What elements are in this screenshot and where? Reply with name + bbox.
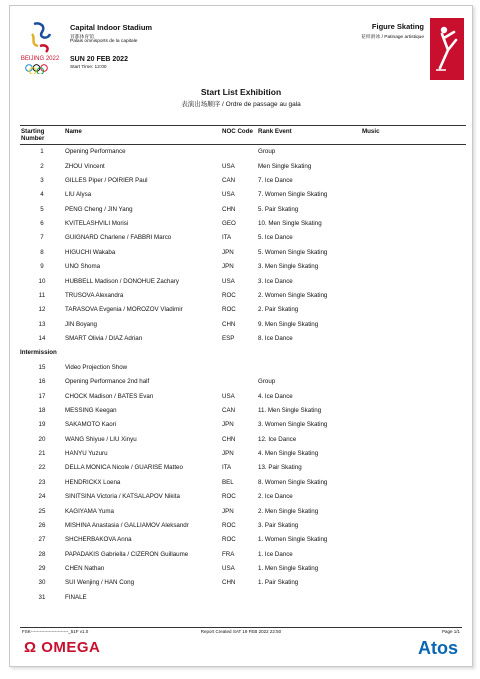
music-cell	[361, 332, 466, 346]
noc-code-cell: GEO	[222, 220, 236, 228]
music-cell	[361, 217, 466, 231]
noc-code-cell	[221, 375, 257, 389]
music-cell	[361, 274, 466, 288]
omega-wordmark: OMEGA	[41, 639, 101, 656]
starting-number-cell: 16	[38, 378, 46, 386]
rank-event-cell: 1. Pair Skating	[258, 579, 299, 587]
games-wordmark: BEIJING 2022	[20, 56, 60, 62]
rank-event-cell: Men Single Skating	[258, 162, 312, 170]
rank-event-cell: 9. Men Single Skating	[258, 320, 319, 328]
starting-number-cell: 21	[38, 450, 46, 458]
table-row	[20, 203, 466, 217]
music-cell	[361, 203, 466, 217]
name-cell: HANYU Yuzuru	[65, 450, 108, 458]
noc-code-cell: CHN	[222, 205, 236, 213]
rank-event-cell: 7. Women Single Skating	[258, 191, 328, 199]
name-cell: KAGIYAMA Yuma	[65, 507, 114, 515]
music-cell	[361, 562, 466, 576]
noc-code-cell: JPN	[222, 507, 234, 515]
omega-symbol-icon: Ω	[24, 639, 37, 656]
name-cell: LIU Alysa	[65, 191, 92, 199]
rank-event-cell	[257, 361, 361, 375]
noc-code-cell	[221, 361, 257, 375]
rank-event-cell: 5. Women Single Skating	[258, 248, 328, 256]
name-cell: TARASOVA Evgenia / MOROZOV Vladimir	[65, 306, 183, 314]
section-row	[20, 346, 466, 360]
document-title: Start List Exhibition	[200, 87, 282, 97]
music-cell	[361, 461, 466, 475]
table-row	[20, 519, 466, 533]
name-cell: JIN Boyang	[65, 320, 97, 328]
table-row	[20, 375, 466, 389]
rank-event-cell: 1. Men Single Skating	[258, 565, 319, 573]
rank-event-cell: 5. Ice Dance	[258, 234, 293, 242]
table-row	[20, 476, 466, 490]
noc-code-cell: USA	[222, 162, 235, 170]
name-cell: MISHINA Anastasia / GALLIAMOV Aleksandr	[65, 521, 189, 529]
music-cell	[361, 533, 466, 547]
music-cell	[361, 476, 466, 490]
header-name: Name	[64, 126, 221, 145]
name-cell: CHOCK Madison / BATES Evan	[65, 392, 154, 400]
document-subtitle: 表演出场顺序 / Ordre de passage au gala	[181, 101, 301, 108]
name-cell: HUBBELL Madison / DONOHUE Zachary	[65, 277, 179, 285]
music-cell	[361, 433, 466, 447]
table-row	[20, 461, 466, 475]
starting-number-cell: 14	[38, 335, 46, 343]
noc-code-cell: FRA	[222, 550, 235, 558]
name-cell: CHEN Nathan	[65, 565, 105, 573]
music-cell	[361, 145, 466, 160]
table-row	[20, 274, 466, 288]
music-cell	[361, 375, 466, 389]
beijing-2022-emblem	[20, 20, 60, 74]
atos-logo: Atos	[418, 638, 458, 658]
section-label: Intermission	[20, 349, 57, 357]
starting-number-cell: 5	[40, 205, 44, 213]
starting-number-cell: 29	[38, 565, 46, 573]
rank-event-cell: 11. Men Single Skating	[258, 406, 322, 414]
starting-number-cell: 28	[38, 550, 46, 558]
starting-number-cell: 23	[38, 478, 46, 486]
rank-event-cell: 3. Ice Dance	[258, 277, 293, 285]
noc-code-cell: ROC	[222, 536, 236, 544]
starting-number-cell: 3	[40, 176, 44, 184]
starting-number-cell: 18	[38, 406, 46, 414]
name-cell: FINALE	[65, 593, 87, 601]
table-row	[20, 418, 466, 432]
noc-code-cell: CHN	[222, 320, 236, 328]
name-cell: PAPADAKIS Gabriella / CIZERON Guillaume	[65, 550, 189, 558]
starting-number-cell: 13	[38, 320, 46, 328]
name-cell: UNO Shoma	[65, 263, 101, 271]
table-row	[20, 548, 466, 562]
rank-event-cell: 1. Women Single Skating	[258, 536, 328, 544]
header-starting-number: Starting Number	[20, 126, 64, 145]
starting-number-cell: 15	[38, 363, 46, 371]
table-row	[20, 562, 466, 576]
name-cell: HIGUCHI Wakaba	[65, 248, 116, 256]
starting-number-cell: 2	[40, 162, 44, 170]
starting-number-cell: 17	[38, 392, 46, 400]
music-cell	[361, 231, 466, 245]
table-row	[20, 318, 466, 332]
noc-code-cell: JPN	[222, 450, 234, 458]
sport-name: Figure Skating	[371, 22, 424, 31]
noc-code-cell: ROC	[222, 521, 236, 529]
start-time: Start Time: 12:00	[70, 65, 107, 70]
sport-name-translations: 花样滑冰 / Patinage artistique	[361, 35, 424, 40]
table-row	[20, 231, 466, 245]
starting-number-cell: 9	[40, 263, 44, 271]
starting-number-cell: 7	[40, 234, 44, 242]
rank-event-cell: 10. Men Single Skating	[258, 220, 322, 228]
table-row	[20, 490, 466, 504]
table-row	[20, 332, 466, 346]
name-cell: SMART Olivia / DIAZ Adrian	[65, 335, 143, 343]
starting-number-cell: 8	[40, 248, 44, 256]
table-row	[20, 404, 466, 418]
table-header-row	[20, 126, 466, 145]
rank-event-cell: 3. Pair Skating	[258, 521, 299, 529]
table-row	[20, 433, 466, 447]
rank-event-cell: 1. Ice Dance	[258, 550, 293, 558]
music-cell	[361, 174, 466, 188]
table-row	[20, 260, 466, 274]
noc-code-cell: ESP	[222, 335, 235, 343]
table-row	[20, 246, 466, 260]
starting-number-cell: 31	[38, 593, 46, 601]
noc-code-cell: ITA	[222, 234, 232, 242]
noc-code-cell: JPN	[222, 263, 234, 271]
starting-number-cell: 26	[38, 521, 46, 529]
rank-event-cell: 8. Women Single Skating	[258, 478, 328, 486]
rank-event-cell: 7. Ice Dance	[258, 176, 293, 184]
report-created: Report Created SAT 19 FEB 2022 22:50	[200, 629, 282, 634]
name-cell: TRUSOVA Alexandra	[65, 291, 124, 299]
name-cell: HENDRICKX Loena	[65, 478, 121, 486]
music-cell	[361, 260, 466, 274]
starting-number-cell: 1	[40, 148, 44, 156]
music-cell	[361, 361, 466, 375]
rank-event-cell: 5. Pair Skating	[258, 205, 299, 213]
noc-code-cell: CHN	[222, 435, 236, 443]
starting-number-cell: 11	[38, 291, 46, 299]
music-cell	[361, 576, 466, 590]
noc-code-cell	[221, 145, 257, 160]
name-cell: PENG Cheng / JIN Yang	[65, 205, 133, 213]
figure-skating-pictogram	[430, 18, 464, 80]
name-cell: ZHOU Vincent	[65, 162, 105, 170]
name-cell: Opening Performance 2nd half	[65, 378, 150, 386]
rank-event-cell	[257, 591, 361, 605]
noc-code-cell: ROC	[222, 306, 236, 314]
noc-code-cell: USA	[222, 392, 235, 400]
music-cell	[361, 246, 466, 260]
rank-event-cell: 4. Men Single Skating	[258, 450, 319, 458]
music-cell	[361, 188, 466, 202]
start-list-table	[20, 125, 466, 605]
table-row	[20, 145, 466, 160]
noc-code-cell: CAN	[222, 176, 236, 184]
music-cell	[361, 418, 466, 432]
name-cell: SHCHERBAKOVA Anna	[65, 536, 132, 544]
table-row	[20, 174, 466, 188]
noc-code-cell: JPN	[222, 248, 234, 256]
table-row	[20, 159, 466, 173]
music-cell	[361, 289, 466, 303]
name-cell: DELLA MONICA Nicole / GUARISE Matteo	[65, 464, 183, 472]
starting-number-cell: 4	[40, 191, 44, 199]
music-cell	[361, 447, 466, 461]
table-row	[20, 533, 466, 547]
table-row	[20, 389, 466, 403]
music-cell	[361, 159, 466, 173]
rank-event-cell: 2. Pair Skating	[258, 306, 299, 314]
music-cell	[361, 519, 466, 533]
noc-code-cell: ROC	[222, 291, 236, 299]
starting-number-cell: 27	[38, 536, 46, 544]
footer-divider	[20, 627, 462, 628]
page-number: Page 1/1	[441, 629, 460, 634]
rank-event-cell: 3. Women Single Skating	[258, 421, 328, 429]
starting-number-cell: 25	[38, 507, 46, 515]
starting-number-cell: 12	[38, 306, 46, 314]
venue-name-fr: Palais omnisports de la capitale	[70, 39, 138, 44]
table-row	[20, 217, 466, 231]
starting-number-cell: 20	[38, 435, 46, 443]
noc-code-cell	[221, 591, 257, 605]
noc-code-cell: USA	[222, 277, 235, 285]
venue-name: Capital Indoor Stadium	[70, 23, 153, 32]
venue-name-zh: 首都体育馆	[70, 35, 94, 40]
name-cell: KVITELASHVILI Morisi	[65, 220, 129, 228]
noc-code-cell: ROC	[222, 493, 236, 501]
omega-logo	[24, 639, 100, 656]
starting-number-cell: 24	[38, 493, 46, 501]
name-cell: Video Projection Show	[65, 363, 128, 371]
document-code: FSK-------------------------_51F v1.0	[22, 629, 89, 634]
table-row	[20, 361, 466, 375]
rank-event-cell: Group	[258, 378, 276, 386]
noc-code-cell: USA	[222, 191, 235, 199]
music-cell	[361, 504, 466, 518]
rank-event-cell: 2. Men Single Skating	[258, 507, 319, 515]
music-cell	[361, 548, 466, 562]
document-page	[9, 5, 473, 667]
noc-code-cell: ITA	[222, 464, 232, 472]
starting-number-cell: 6	[40, 220, 44, 228]
table-row	[20, 289, 466, 303]
starting-number-cell: 22	[38, 464, 46, 472]
rank-event-cell: 8. Ice Dance	[258, 335, 293, 343]
name-cell: GILLES Piper / POIRIER Paul	[65, 176, 148, 184]
noc-code-cell: JPN	[222, 421, 234, 429]
starting-number-cell: 30	[38, 579, 46, 587]
rank-event-cell: 2. Women Single Skating	[258, 291, 328, 299]
starting-number-cell: 19	[38, 421, 46, 429]
header-rank-event: Rank Event	[257, 126, 361, 145]
rank-event-cell: 4. Ice Dance	[258, 392, 293, 400]
name-cell: SINITSINA Victoria / KATSALAPOV Nikita	[65, 493, 180, 501]
starting-number-cell: 10	[38, 277, 46, 285]
table-row	[20, 576, 466, 590]
header-music: Music	[361, 126, 466, 145]
music-cell	[361, 404, 466, 418]
music-cell	[361, 389, 466, 403]
rank-event-cell: 12. Ice Dance	[258, 435, 297, 443]
music-cell	[361, 318, 466, 332]
table-row	[20, 188, 466, 202]
music-cell	[361, 490, 466, 504]
rank-event-cell: 3. Men Single Skating	[258, 263, 319, 271]
event-date: SUN 20 FEB 2022	[70, 56, 128, 63]
name-cell: GUIGNARD Charlene / FABBRI Marco	[65, 234, 172, 242]
music-cell	[361, 591, 466, 605]
music-cell	[361, 303, 466, 317]
rank-event-cell: 2. Ice Dance	[258, 493, 293, 501]
noc-code-cell: BEL	[222, 478, 234, 486]
name-cell: SUI Wenjing / HAN Cong	[65, 579, 135, 587]
table-row	[20, 303, 466, 317]
name-cell: WANG Shiyue / LIU Xinyu	[65, 435, 137, 443]
name-cell: Opening Performance	[65, 148, 126, 156]
rank-event-cell: 13. Pair Skating	[258, 464, 302, 472]
table-row	[20, 447, 466, 461]
noc-code-cell: CHN	[222, 579, 236, 587]
rank-event-cell: Group	[258, 148, 276, 156]
header-noc-code: NOC Code	[221, 126, 257, 145]
table-row	[20, 504, 466, 518]
noc-code-cell: USA	[222, 565, 235, 573]
name-cell: SAKAMOTO Kaori	[65, 421, 117, 429]
name-cell: MESSING Keegan	[65, 406, 117, 414]
noc-code-cell: CAN	[222, 406, 236, 414]
table-row	[20, 591, 466, 605]
